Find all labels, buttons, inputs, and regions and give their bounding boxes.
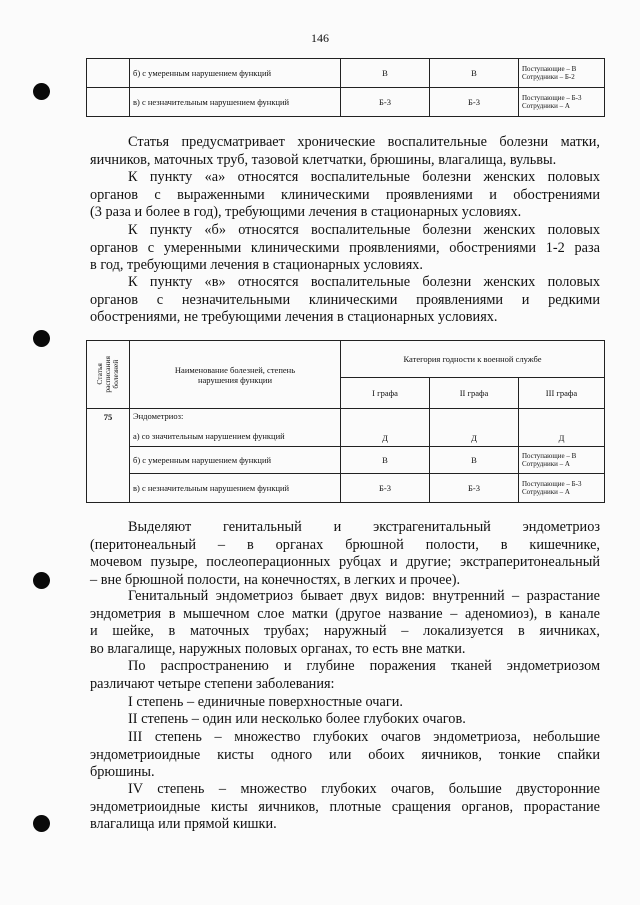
paragraph-2: К пункту «а» относятся воспалительные болезни женских половых органов с выраженными клиническими проявлениями и обострениями (3 раза и более в год), требующими лечения в стационарных условиях.	[90, 169, 600, 221]
table-header-row	[87, 341, 605, 378]
article-column-header: Статья расписания болезней	[87, 341, 130, 409]
graph3-value: Поступающие – Б-3 Сотрудники – А	[519, 88, 605, 117]
binder-hole-3	[33, 572, 50, 589]
row-name: б) с умеренным нарушением функций	[130, 447, 341, 474]
graph3-value: Поступающие – В Сотрудники – А	[519, 447, 605, 474]
graph1-value: В	[341, 447, 430, 474]
binder-hole-1	[33, 83, 50, 100]
binder-hole-2	[33, 330, 50, 347]
graph3-value: Д	[519, 409, 605, 447]
paragraph-7: По распространению и глубине поражения тканей эндометриозом различают четыре степени заболевания:	[90, 658, 600, 692]
table-cell	[87, 59, 130, 88]
graph2-value: В	[430, 447, 519, 474]
row-name: в) с незначительным нарушением функций	[130, 474, 341, 503]
category-header: Категория годности к военной службе	[341, 341, 605, 378]
table-row	[87, 88, 605, 117]
paragraph-3: К пункту «б» относятся воспалительные болезни женских половых органов с умеренными клиническими проявлениями, обострениями 1-2 раза в год, требующими лечения в стационарных условиях.	[90, 222, 600, 274]
table-row	[87, 474, 605, 503]
graph2-value: В	[430, 59, 519, 88]
graph2-value: Д	[430, 409, 519, 447]
paragraph-1: Статья предусматривает хронические воспалительные болезни матки, яичников, маточных труб, тазовой клетчатки, брюшины, влагалища, вульвы.	[90, 134, 600, 168]
graph3-value: Поступающие – В Сотрудники – Б-2	[519, 59, 605, 88]
table-row	[87, 409, 605, 447]
table-row	[87, 447, 605, 474]
graph1-value: Б-3	[341, 474, 430, 503]
graph3-value: Поступающие – Б-3 Сотрудники – А	[519, 474, 605, 503]
graph1-value: В	[341, 59, 430, 88]
paragraph-8: I степень – единичные поверхностные очаги.	[128, 694, 403, 710]
article-number: 75	[87, 409, 130, 503]
name-column-header: Наименование болезней, степень нарушения функции	[130, 341, 341, 409]
table-row	[87, 59, 605, 88]
graph2-value: Б-3	[430, 88, 519, 117]
graph1-header: I графа	[341, 378, 430, 409]
graph1-value: Б-3	[341, 88, 430, 117]
paragraph-5: Выделяют генитальный и экстрагенитальный эндометриоз (перитонеальный – в органах брюшной полости, в кишечнике, мочевом пузыре, послеоперационных рубцах и другие; экстраперитонеальный – вне брюшной полости, на конечностях, в легких и прочее).	[90, 519, 600, 588]
top-table	[86, 58, 605, 117]
table-cell	[87, 88, 130, 117]
row-name: б) с умеренным нарушением функций	[130, 59, 341, 88]
graph1-value: Д	[341, 409, 430, 447]
paragraph-6: Генитальный эндометриоз бывает двух видов: внутренний – разрастание эндометрия в мышечном слое матки (другое название – аденомиоз), в канале и шейке, в маточных трубах; наружный – локализуется в яичниках, во влагалище, наружных половых органах, то есть вне матки.	[90, 588, 600, 657]
paragraph-9: II степень – один или несколько более глубоких очагов.	[128, 711, 466, 727]
graph3-header: III графа	[519, 378, 605, 409]
graph2-header: II графа	[430, 378, 519, 409]
paragraph-4: К пункту «в» относятся воспалительные болезни женских половых органов с незначительными клиническими проявлениями и редкими обострениями, не требующими лечения в стационарных условиях.	[90, 274, 600, 326]
row-name: Эндометриоз: а) со значительным нарушением функций	[130, 409, 341, 447]
paragraph-11: IV степень – множество глубоких очагов, большие двусторонние эндометриоидные кисты яичников, плотные сращения органов, прорастание влагалища или прямой кишки.	[90, 781, 600, 833]
page-number: 146	[311, 31, 329, 45]
paragraph-10: III степень – множество глубоких очагов эндометриоза, небольшие эндометриоидные кисты одного или обоих яичников, тонкие спайки брюшины.	[90, 729, 600, 781]
binder-hole-4	[33, 815, 50, 832]
fitness-category-table	[86, 340, 605, 503]
graph2-value: Б-3	[430, 474, 519, 503]
row-name: в) с незначительным нарушением функций	[130, 88, 341, 117]
